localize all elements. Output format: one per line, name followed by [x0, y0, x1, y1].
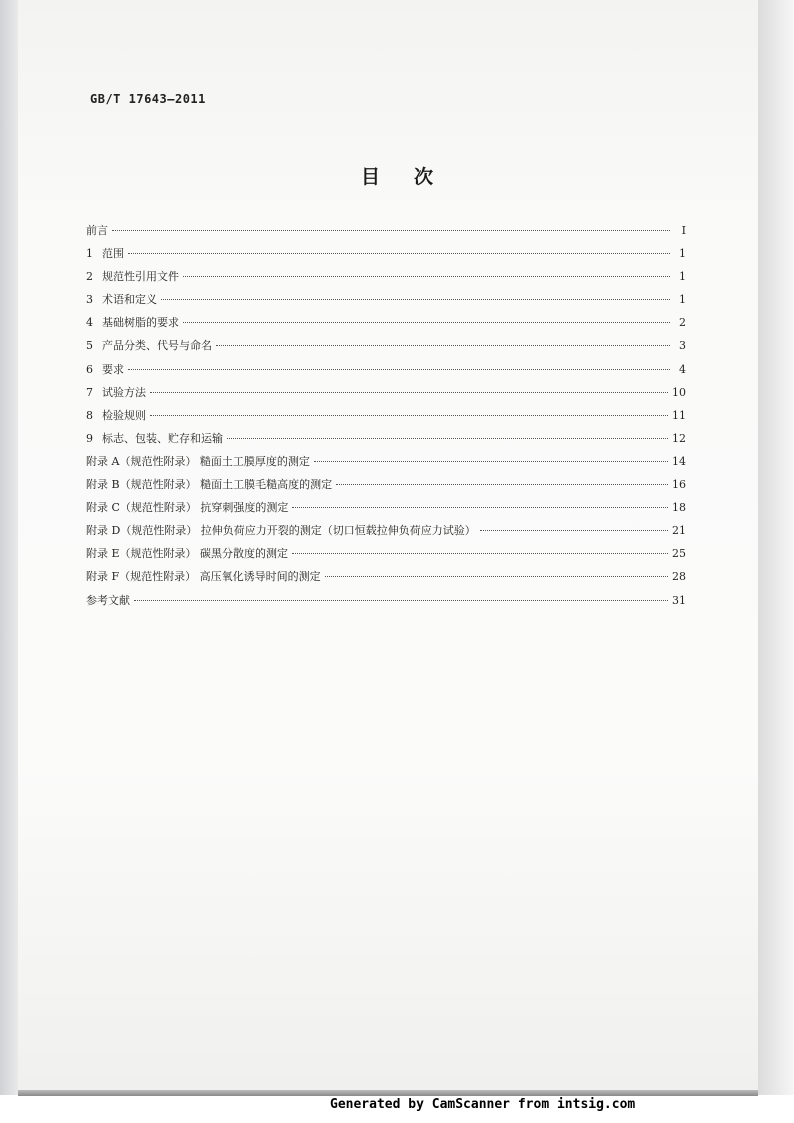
- toc-entry: [86, 592, 686, 615]
- toc-dot-leader: [150, 415, 668, 416]
- toc-entry-page: 18: [672, 501, 686, 515]
- toc-entry-page: I: [681, 224, 686, 237]
- toc-entry-page: 3: [679, 339, 686, 353]
- toc-entry-label: 附录 C（规范性附录） 抗穿刺强度的测定: [86, 501, 289, 515]
- toc-dot-leader: [292, 553, 668, 554]
- toc-entry-page: 1: [679, 247, 686, 261]
- toc-dot-leader: [112, 230, 670, 231]
- toc-entry: [86, 314, 686, 337]
- toc-entry-number: 5: [86, 339, 93, 353]
- toc-entry-number: 4: [86, 316, 93, 330]
- toc-entry-page: 16: [672, 478, 686, 492]
- toc-entry: [86, 568, 686, 591]
- toc-entry-label: 前言: [86, 224, 108, 237]
- toc-entry-label: 参考文献: [86, 593, 130, 607]
- page-bottom-shadow: [18, 1090, 758, 1096]
- toc-dot-leader: [161, 299, 670, 300]
- toc-entry-page: 12: [672, 431, 686, 445]
- toc-dot-leader: [314, 461, 668, 462]
- toc-entry: [86, 361, 686, 384]
- toc-entry-number: 9: [86, 431, 93, 445]
- toc-entry-page: 31: [672, 593, 686, 607]
- toc-entry-number: 3: [86, 293, 93, 307]
- toc-entry-label: 附录 F（规范性附录） 高压氧化诱导时间的测定: [86, 570, 321, 584]
- toc-dot-leader: [216, 345, 670, 346]
- standard-number: GB/T 17643—2011: [90, 92, 206, 106]
- toc-entry-label: 要求: [102, 362, 124, 376]
- toc-entry-page: 4: [679, 362, 686, 376]
- toc-entry-label: 附录 D（规范性附录） 拉伸负荷应力开裂的测定（切口恒载拉伸负荷应力试验）: [86, 524, 476, 538]
- toc-entry-page: 14: [672, 454, 686, 468]
- toc-entry-page: 1: [679, 293, 686, 307]
- toc-entry: [86, 245, 686, 268]
- toc-entry: [86, 337, 686, 360]
- toc-entry-number: 8: [86, 408, 93, 422]
- toc-entry-label: 术语和定义: [102, 293, 157, 307]
- toc-dot-leader: [227, 438, 668, 439]
- toc-entry-label: 附录 B（规范性附录） 糙面土工膜毛糙高度的测定: [86, 478, 333, 492]
- toc-entry: [86, 522, 686, 545]
- toc-dot-leader: [336, 484, 668, 485]
- toc-entry: [86, 222, 686, 245]
- toc-entry: [86, 476, 686, 499]
- toc-entry-number: 2: [86, 270, 93, 284]
- toc-entry: [86, 453, 686, 476]
- toc-entry: [86, 545, 686, 568]
- toc-entry-page: 10: [672, 385, 686, 399]
- toc-entry: [86, 384, 686, 407]
- toc-entry-label: 基础树脂的要求: [102, 316, 179, 330]
- toc-entry-number: 7: [86, 385, 93, 399]
- toc-dot-leader: [128, 369, 670, 370]
- toc-entry: [86, 268, 686, 291]
- toc-entry: [86, 407, 686, 430]
- toc-entry-label: 标志、包装、贮存和运输: [102, 431, 223, 445]
- toc-entry-label: 规范性引用文件: [102, 270, 179, 284]
- toc-entry: [86, 291, 686, 314]
- toc-entry: [86, 430, 686, 453]
- toc-dot-leader: [183, 322, 670, 323]
- toc-dot-leader: [134, 600, 668, 601]
- toc-title-char-1: 目: [360, 166, 380, 188]
- toc-entry-number: 1: [86, 247, 93, 261]
- toc-entry-page: 2: [679, 316, 686, 330]
- toc-dot-leader: [292, 507, 668, 508]
- toc-entry-page: 25: [672, 547, 686, 561]
- toc-entry-page: 11: [672, 408, 686, 422]
- toc-dot-leader: [183, 276, 670, 277]
- toc-entry-label: 附录 E（规范性附录） 碳黑分散度的测定: [86, 547, 289, 561]
- toc-entry-page: 28: [672, 570, 686, 584]
- table-of-contents: [86, 222, 686, 615]
- toc-dot-leader: [128, 253, 670, 254]
- toc-entry-label: 试验方法: [102, 385, 146, 399]
- toc-entry-label: 范围: [102, 247, 124, 261]
- scanner-footer: Generated by CamScanner from intsig.com: [330, 1097, 636, 1112]
- toc-dot-leader: [150, 392, 668, 393]
- toc-entry-page: 21: [672, 524, 686, 538]
- toc-entry-page: 1: [679, 270, 686, 284]
- toc-dot-leader: [480, 530, 668, 531]
- toc-entry-label: 检验规则: [102, 408, 146, 422]
- toc-title-char-2: 次: [414, 166, 434, 188]
- toc-entry-number: 6: [86, 362, 93, 376]
- toc-entry: [86, 499, 686, 522]
- toc-entry-label: 附录 A（规范性附录） 糙面土工膜厚度的测定: [86, 454, 310, 468]
- toc-title: [0, 162, 794, 189]
- toc-dot-leader: [325, 576, 668, 577]
- toc-entry-label: 产品分类、代号与命名: [102, 339, 212, 353]
